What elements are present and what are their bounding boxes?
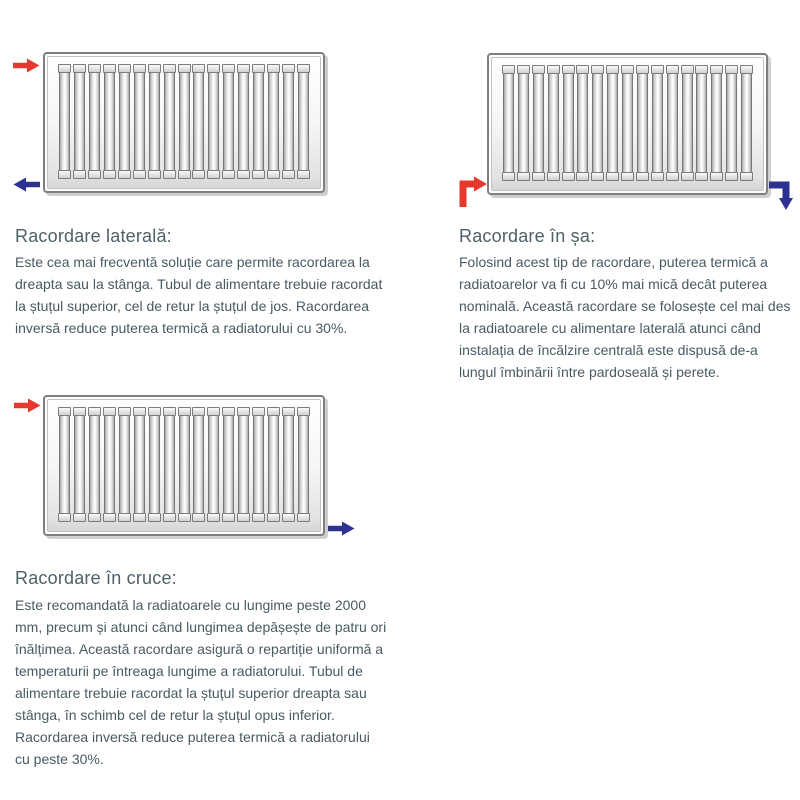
radiator-fin: [696, 66, 707, 180]
section-body-sa: Folosind acest tip de racordare, puterea termică a radiatoarelor va fi cu 10% mai mică decât puterea nominală. Această racordare se folosește cel mai des la radiatoarele cu alimentare laterală atunci când instalația de încălzire centrală este dispusă de-a lungul îmbinării între pardoseală și perete.: [459, 254, 791, 380]
radiator-fin: [208, 408, 219, 521]
radiator-fin: [104, 65, 115, 178]
radiator-fin: [253, 65, 264, 178]
radiator-fin: [119, 65, 130, 178]
radiator-fin: [223, 65, 234, 178]
radiator-fin: [149, 408, 160, 521]
radiator-fin: [592, 66, 603, 180]
radiator-fin: [223, 408, 234, 521]
radiator-fin: [268, 65, 279, 178]
radiator-fins: [59, 408, 309, 521]
radiator-fin: [74, 65, 85, 178]
radiator-fin: [104, 408, 115, 521]
radiator-fin: [726, 66, 737, 180]
section-heading-sa: Racordare în șa:: [459, 226, 596, 246]
radiator-fin: [179, 408, 190, 521]
radiator-fin: [622, 66, 633, 180]
radiator-fin: [607, 66, 618, 180]
radiator-fin: [283, 408, 294, 521]
return-arrow-left-icon: [13, 177, 40, 192]
radiator-fin: [533, 66, 544, 180]
radiator-fins: [59, 65, 309, 178]
return-arrow-elbow-right-down-icon: [769, 181, 796, 212]
radiator-fin: [59, 65, 70, 178]
radiator-fin: [238, 65, 249, 178]
radiator-fin: [89, 408, 100, 521]
radiator-illustration-sa: [487, 53, 768, 195]
radiator-panel: [47, 399, 321, 532]
radiator-fin: [518, 66, 529, 180]
radiator-fin: [149, 65, 160, 178]
supply-arrow-right-icon: [14, 398, 41, 413]
radiator-fin: [164, 65, 175, 178]
radiator-illustration-cruce: [43, 395, 325, 536]
supply-arrow-elbow-up-right-icon: [459, 174, 487, 207]
radiator-fin: [164, 408, 175, 521]
radiator-fin: [548, 66, 559, 180]
radiator-fin: [208, 65, 219, 178]
radiator-fin: [119, 408, 130, 521]
radiator-fin: [89, 65, 100, 178]
radiator-fin: [193, 408, 204, 521]
radiator-fin: [741, 66, 752, 180]
radiator-fin: [59, 408, 70, 521]
radiator-fin: [253, 408, 264, 521]
supply-arrow-right-icon: [13, 58, 40, 73]
radiator-fin: [577, 66, 588, 180]
radiator-fin: [283, 65, 294, 178]
return-arrow-right-icon: [328, 521, 355, 536]
radiator-fin: [298, 65, 309, 178]
section-heading-laterala: Racordare laterală:: [15, 226, 172, 246]
section-body-cruce: Este recomandată la radiatoarele cu lungime peste 2000 mm, precum și atunci când lungimea depășește de patru ori înălțimea. Această racordare asigură o repartiție uniformă a temperaturii pe întreaga lungime a radiatorului. Tubul de alimentare trebuie racordat la ștuțul superior dreapta sau stânga, în schimb cel de retur la ștuțul opus inferior. Racordarea inversă reduce puterea termică a radiatorului cu peste 30%.: [15, 597, 387, 767]
radiator-fin: [298, 408, 309, 521]
radiator-fin: [667, 66, 678, 180]
radiator-panel: [491, 57, 764, 191]
radiator-fin: [179, 65, 190, 178]
radiator-fin: [193, 65, 204, 178]
radiator-fin: [503, 66, 514, 180]
radiator-fin: [637, 66, 648, 180]
radiator-fins: [503, 66, 752, 180]
radiator-fin: [74, 408, 85, 521]
radiator-fin: [652, 66, 663, 180]
radiator-illustration-laterala: [43, 52, 325, 193]
radiator-panel: [47, 56, 321, 189]
radiator-fin: [268, 408, 279, 521]
radiator-fin: [711, 66, 722, 180]
radiator-fin: [134, 408, 145, 521]
radiator-fin: [134, 65, 145, 178]
radiator-fin: [238, 408, 249, 521]
section-body-laterala: Este cea mai frecventă soluție care permite racordarea la dreapta sau la stânga. Tubul de alimentare trebuie racordat la ștuțul superior, cel de retur la ștuțul de jos. Racordarea inversă reduce puterea termică a radiatorului cu 30%.: [15, 254, 383, 336]
radiator-fin: [563, 66, 574, 180]
section-heading-cruce: Racordare în cruce:: [15, 568, 177, 588]
radiator-fin: [682, 66, 693, 180]
